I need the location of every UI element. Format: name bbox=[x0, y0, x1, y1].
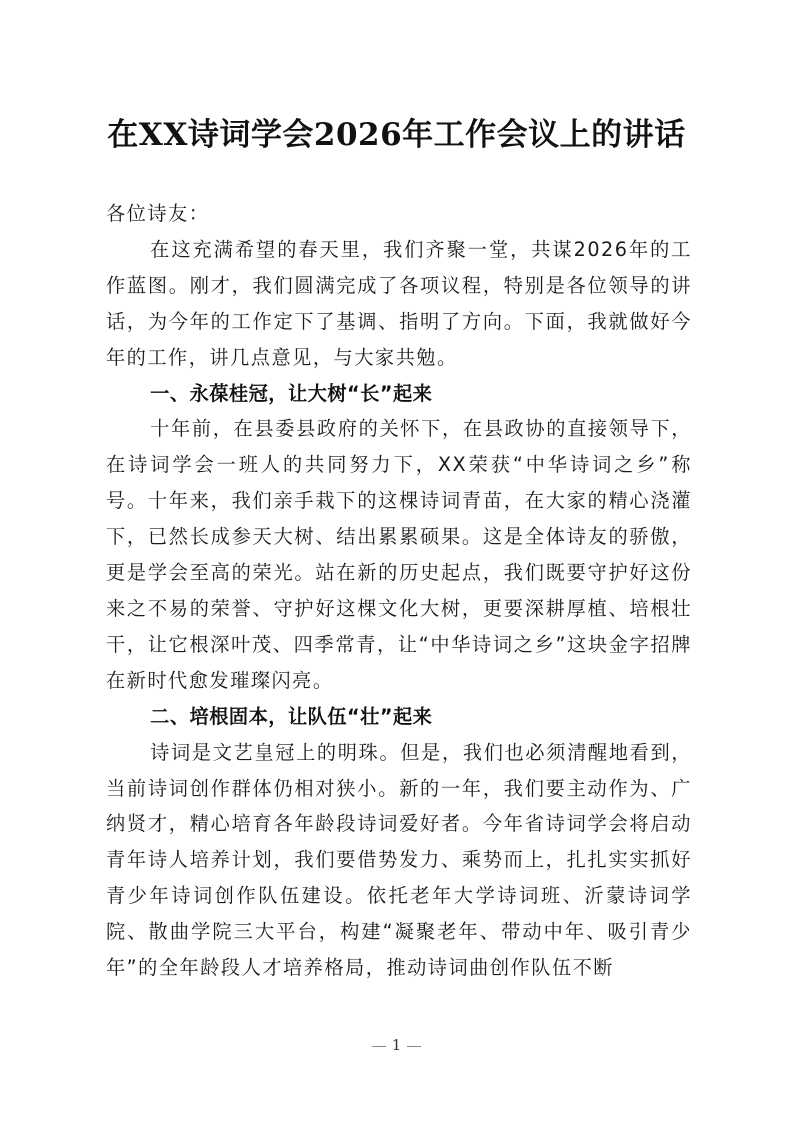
paragraph-intro: 在这充满希望的春天里，我们齐聚一堂，共谋2026年的工作蓝图。刚才，我们圆满完成了各项议程，特别是各位领导的讲话，为今年的工作定下了基调、指明了方向。下面，我就做好今年的工作，讲几点意见，与大家共勉。 bbox=[106, 237, 692, 369]
paragraph-section-1: 十年前，在县委县政府的关怀下，在县政协的直接领导下，在诗词学会一班人的共同努力下，XX荣获“中华诗词之乡”称号。十年来，我们亲手栽下的这棵诗词青苗，在大家的精心浇灌下，已然长成参天大树、结出累累硕果。这是全体诗友的骄傲，更是学会至高的荣光。站在新的历史起点，我们既要守护好这份来之不易的荣誉、守护好这棵文化大树，更要深耕厚植、培根壮干，让它根深叶茂、四季常青，让“中华诗词之乡”这块金字招牌在新时代愈发璀璨闪亮。 bbox=[106, 417, 692, 692]
page-footer bbox=[0, 1036, 793, 1054]
salutation: 各位诗友： bbox=[106, 202, 210, 225]
paragraph-section-2: 诗词是文艺皇冠上的明珠。但是，我们也必须清醒地看到，当前诗词创作群体仍相对狭小。新的一年，我们要主动作为、广纳贤才，精心培育各年龄段诗词爱好者。今年省诗词学会将启动青年诗人培养计划，我们要借势发力、乘势而上，扎扎实实抓好青少年诗词创作队伍建设。依托老年大学诗词班、沂蒙诗词学院、散曲学院三大平台，构建“凝聚老年、带动中年、吸引青少年”的全年龄段人才培养格局，推动诗词曲创作队伍不断 bbox=[106, 740, 692, 980]
dash-right bbox=[407, 1046, 421, 1047]
section-heading-1: 一、永葆桂冠，让大树“长”起来 bbox=[150, 381, 433, 405]
page-number: 1 bbox=[391, 1036, 402, 1054]
document-title: 在XX诗词学会2026年工作会议上的讲话 bbox=[107, 117, 686, 153]
dash-left bbox=[372, 1046, 386, 1047]
section-heading-2: 二、培根固本，让队伍“壮”起来 bbox=[150, 704, 433, 728]
document-body bbox=[106, 196, 692, 986]
